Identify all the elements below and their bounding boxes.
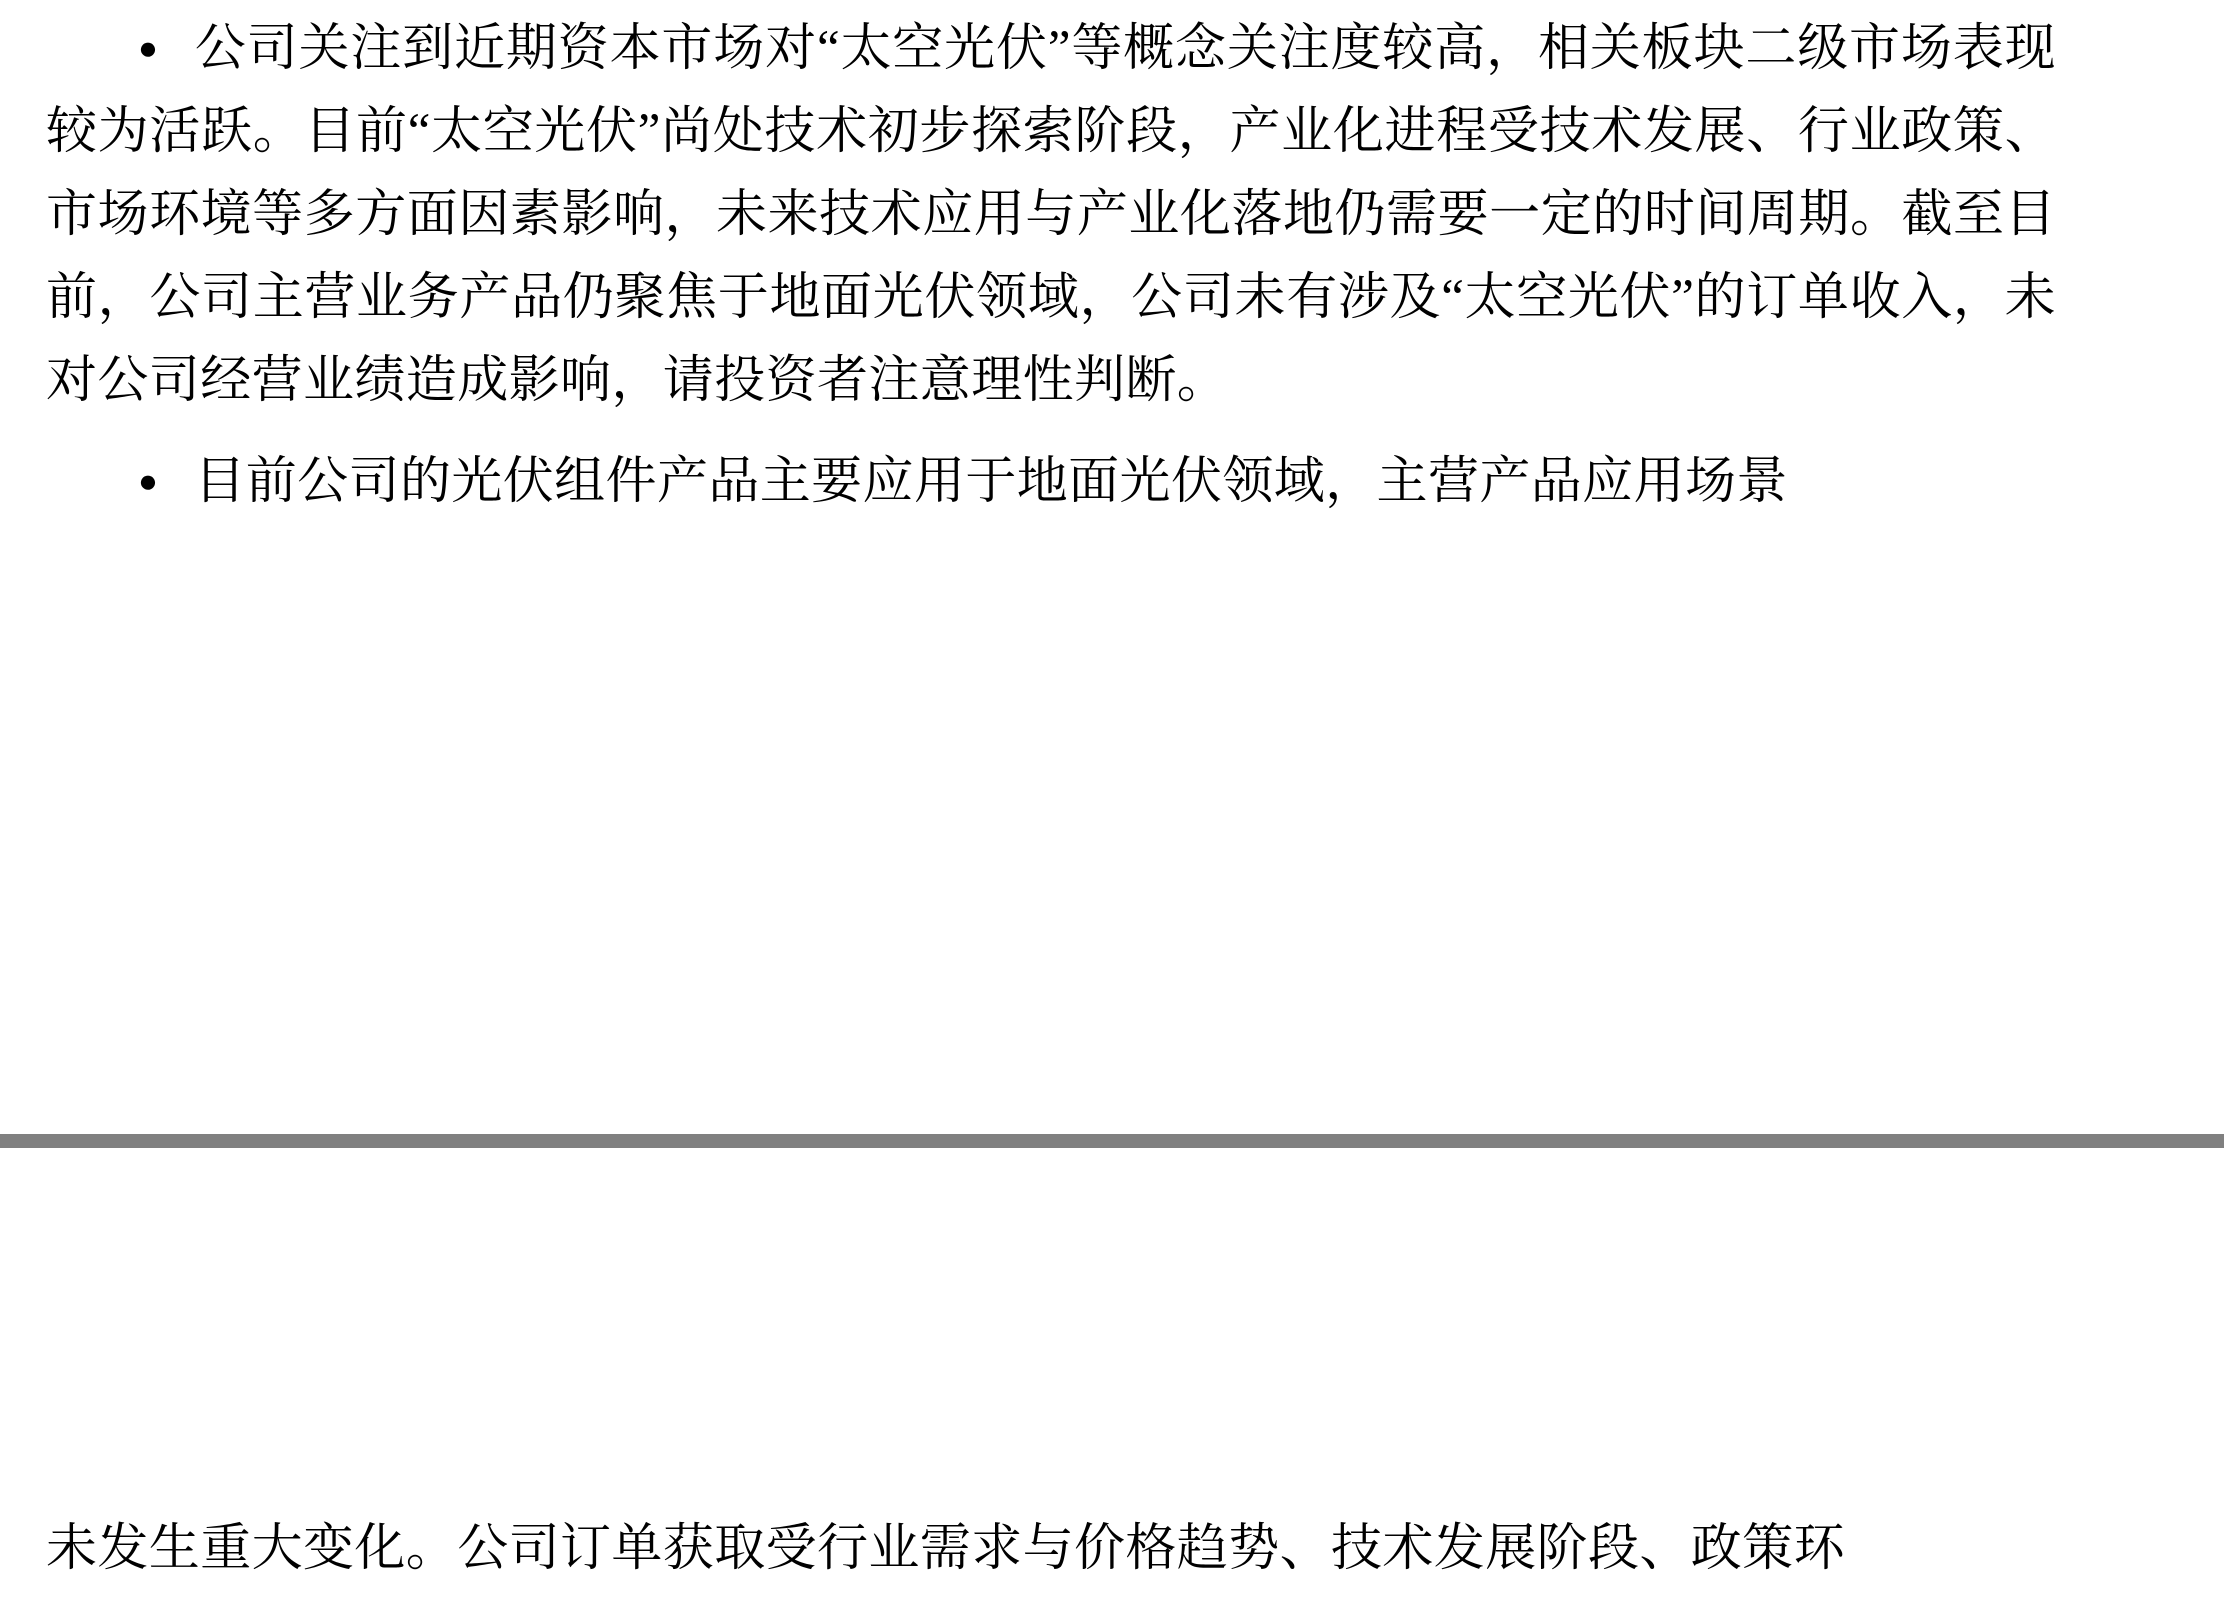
page-divider	[0, 1134, 2224, 1148]
paragraph-2-text: 目前公司的光伏组件产品主要应用于地面光伏领域，主营产品应用场景	[194, 454, 1788, 510]
bullet-icon: ●	[138, 31, 159, 67]
paragraph-1-text: 公司关注到近期资本市场对“太空光伏”等概念关注度较高，相关板块二级市场表现较为活跃。目前“太空光伏”尚处技术初步探索阶段，产业化进程受技术发展、行业政策、市场环境等多方面因素影响，未来技术应用与产业化落地仍需要一定的时间周期。截至目前，公司主营业务产品仍聚焦于地面光伏领域，公司未有涉及“太空光伏”的订单收入，未对公司经营业绩造成影响，请投资者注意理性判断。	[46, 21, 2056, 409]
bullet-icon: ●	[138, 464, 159, 500]
paragraph-2	[46, 423, 2056, 524]
footer-paragraph: 未发生重大变化。公司订单获取受行业需求与价格趋势、技术发展阶段、政策环	[46, 1521, 1846, 1577]
document-body	[46, 0, 2056, 524]
paragraph-1	[46, 0, 2056, 423]
